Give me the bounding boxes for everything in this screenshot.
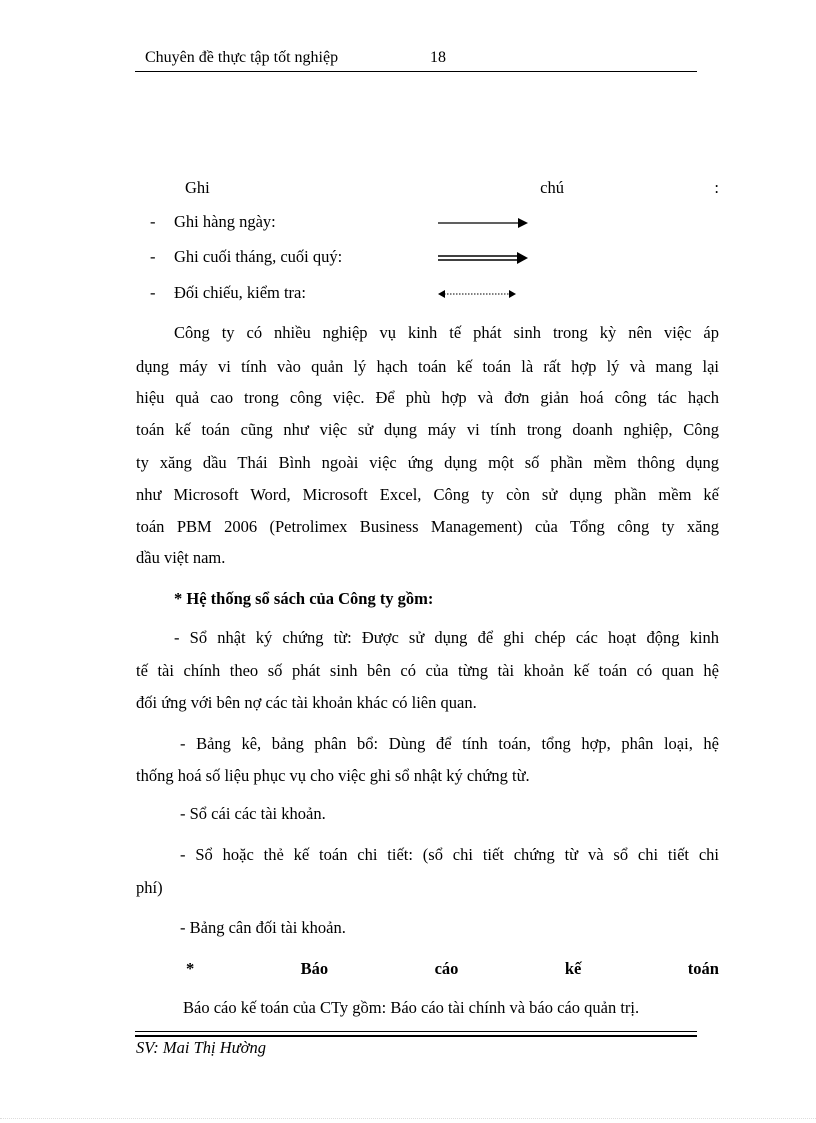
journal-line: tế tài chính theo số phát sinh bên có của từng tài khoản kế toán có quan hệ xyxy=(136,661,719,680)
books-heading: * Hệ thống sổ sách của Công ty gồm: xyxy=(174,589,434,608)
header-divider xyxy=(135,71,697,72)
journal-line: - Sổ nhật ký chứng từ: Được sử dụng để ghi chép các hoạt động kinh xyxy=(174,628,719,647)
intro-line: hiệu quả cao trong công việc. Để phù hợp và đơn giản hoá công tác hạch xyxy=(136,388,719,407)
report-heading xyxy=(186,952,719,986)
list-dash: - xyxy=(150,283,156,302)
intro-line: dầu việt nam. xyxy=(136,548,226,567)
intro-line: toán PBM 2006 (Petrolimex Business Management) của Tổng công ty xăng xyxy=(136,517,719,536)
legend-heading-word: : xyxy=(714,178,719,197)
page-edge xyxy=(0,1118,816,1119)
journal-line: đối ứng với bên nợ các tài khoản khác có liên quan. xyxy=(136,693,477,712)
footer-author: SV: Mai Thị Hường xyxy=(136,1038,266,1057)
intro-line: ty xăng dầu Thái Bình ngoài việc ứng dụng một số phần mềm thông dụng xyxy=(136,453,719,472)
report-heading-word: toán xyxy=(687,959,719,978)
report-text: Báo cáo kế toán của CTy gồm: Báo cáo tài chính và báo cáo quản trị. xyxy=(183,998,640,1017)
balance-line: - Bảng cân đối tài khoản. xyxy=(180,918,346,937)
report-heading-word: Báo xyxy=(300,959,329,978)
table-line: thống hoá số liệu phục vụ cho việc ghi sổ nhật ký chứng từ. xyxy=(136,766,530,785)
legend-label: Ghi cuối tháng, cuối quý: xyxy=(174,247,343,266)
intro-line: dụng máy vi tính vào quản lý hạch toán kế toán là rất hợp lý và mang lại xyxy=(136,357,719,376)
footer-divider xyxy=(135,1031,697,1032)
legend-heading-word: chú xyxy=(540,178,564,197)
detail-line: phí) xyxy=(136,878,163,897)
page-number: 18 xyxy=(430,49,446,66)
intro-line: Công ty có nhiều nghiệp vụ kinh tế phát sinh trong kỳ nên việc áp xyxy=(174,323,719,342)
detail-line: - Sổ hoặc thẻ kế toán chi tiết: (sổ chi tiết chứng từ và sổ chi tiết chi xyxy=(180,845,719,864)
list-dash: - xyxy=(150,247,156,266)
ledger-line: - Sổ cái các tài khoản. xyxy=(180,804,326,823)
report-heading-word: * xyxy=(186,959,195,978)
legend-label: Đối chiếu, kiểm tra: xyxy=(174,283,306,302)
table-line: - Bảng kê, bảng phân bổ: Dùng để tính toán, tổng hợp, phân loại, hệ xyxy=(180,734,719,753)
double-arrow-icon xyxy=(438,251,530,265)
legend-heading xyxy=(185,171,719,205)
dotted-bidirectional-arrow-icon xyxy=(438,287,530,301)
intro-line: như Microsoft Word, Microsoft Excel, Công ty còn sử dụng phần mềm kế xyxy=(136,485,719,504)
header-title: Chuyên đề thực tập tốt nghiệp xyxy=(145,49,339,66)
report-heading-word: cáo xyxy=(434,959,459,978)
legend-item-reconcile xyxy=(150,283,530,307)
single-arrow-icon xyxy=(438,216,530,230)
legend-label: Ghi hàng ngày: xyxy=(174,212,276,231)
report-heading-word: kế xyxy=(564,959,582,978)
footer-divider xyxy=(135,1035,697,1037)
legend-item-daily xyxy=(150,212,530,236)
legend-heading-word: Ghi xyxy=(185,178,210,197)
legend-item-monthly xyxy=(150,247,530,271)
list-dash: - xyxy=(150,212,156,231)
intro-line: toán kế toán cũng như việc sử dụng máy vi tính trong doanh nghiệp, Công xyxy=(136,420,719,439)
